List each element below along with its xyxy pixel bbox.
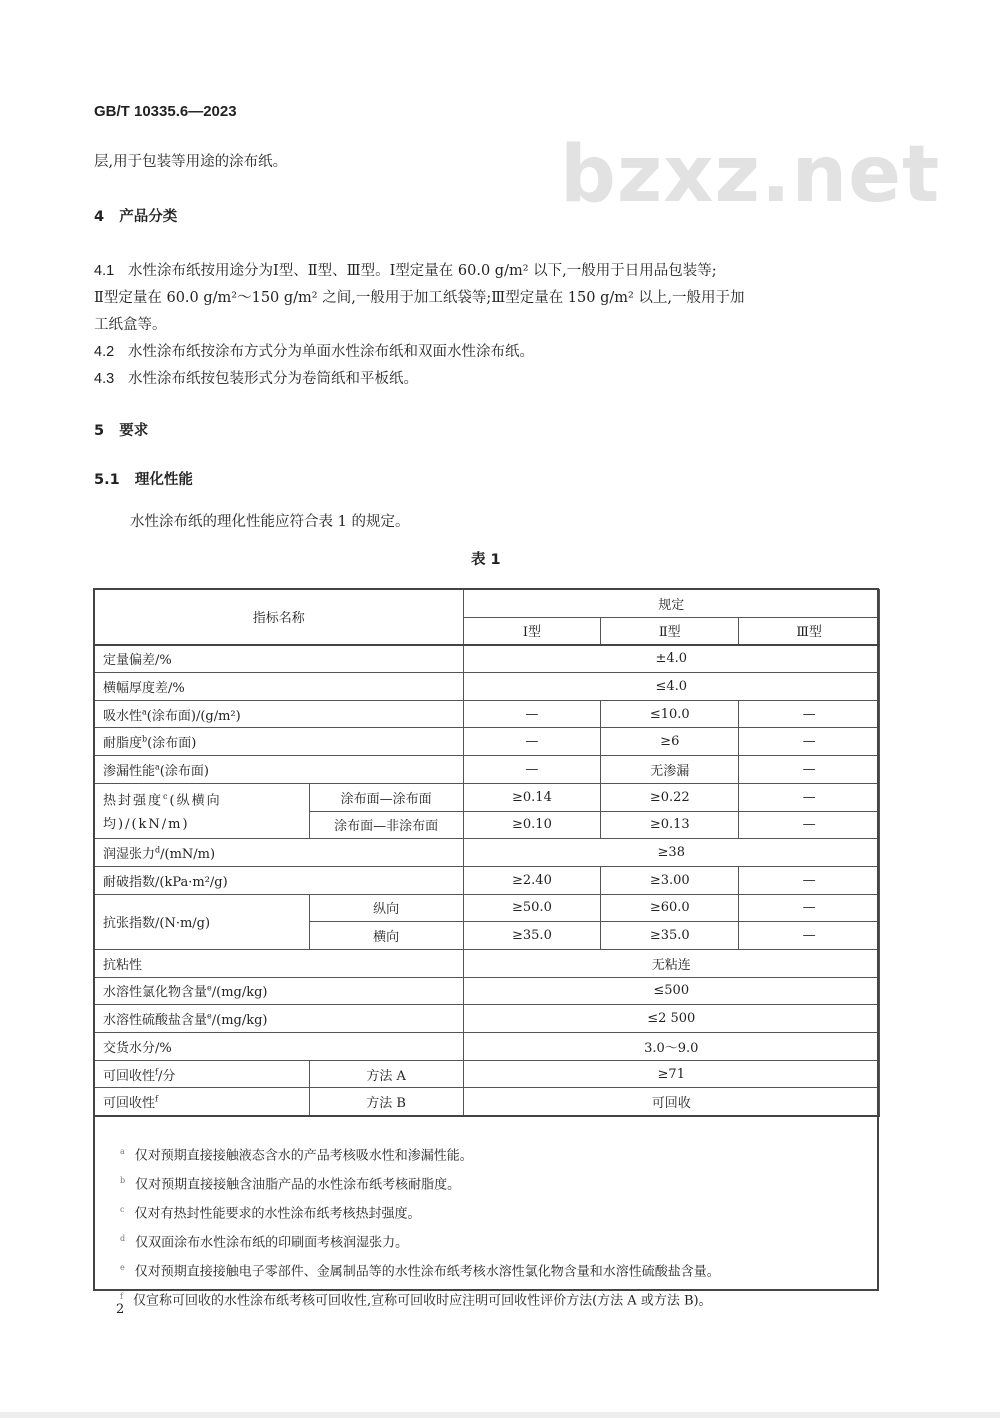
row-label: 耐脂度$^b$(涂布面) bbox=[95, 728, 464, 756]
row-sublabel: 横向 bbox=[309, 922, 463, 950]
table-row bbox=[95, 645, 880, 673]
row-value: ≥6 bbox=[601, 728, 739, 756]
table-row bbox=[95, 866, 880, 894]
section-5-heading: 5 要求 bbox=[94, 423, 149, 439]
footnote: $^e$ 仅对预期直接接触电子零部件、金属制品等的水性涂布纸考核水溶性氯化物含量和水溶性硫酸盐含量。 bbox=[120, 1262, 720, 1280]
header-type-2: Ⅱ型 bbox=[601, 617, 739, 645]
footnote: $^f$ 仅宣称可回收的水性涂布纸考核可回收性,宣称可回收时应注明可回收性评价方法(方法 A 或方法 B)。 bbox=[120, 1291, 712, 1308]
para-5-1: 水性涂布纸的理化性能应符合表 1 的规定。 bbox=[130, 514, 410, 530]
row-value: 3.0～9.0 bbox=[463, 1033, 879, 1061]
table-row bbox=[95, 1088, 880, 1116]
table-footnotes bbox=[120, 1140, 720, 1314]
table-row bbox=[95, 783, 880, 811]
row-label: 渗漏性能$^a$(涂布面) bbox=[95, 756, 464, 784]
para-4-1-line2: Ⅱ型定量在 60.0 g/m²～150 g/m² 之间,一般用于加工纸袋等;Ⅲ型定量在 150 g/m² 以上,一般用于加 bbox=[94, 290, 745, 306]
watermark: bzxz.net bbox=[560, 130, 941, 220]
row-label: 水溶性硫酸盐含量$^e$/(mg/kg) bbox=[95, 1005, 464, 1033]
row-value: ≥35.0 bbox=[463, 922, 601, 950]
footnote: $^d$ 仅双面涂布水性涂布纸的印刷面考核润湿张力。 bbox=[120, 1233, 409, 1251]
row-value: — bbox=[463, 756, 601, 784]
standard-number: GB/T 10335.6—2023 bbox=[94, 103, 237, 120]
table-row bbox=[95, 839, 880, 867]
row-value: ≥3.00 bbox=[601, 866, 739, 894]
row-value: ≥71 bbox=[463, 1060, 879, 1088]
page-bottom-edge bbox=[0, 1412, 1000, 1418]
footnote: $^c$ 仅对有热封性能要求的水性涂布纸考核热封强度。 bbox=[120, 1204, 421, 1222]
row-label: 定量偏差/% bbox=[95, 645, 464, 673]
row-value: — bbox=[739, 811, 880, 839]
row-sublabel: 涂布面—非涂布面 bbox=[309, 811, 463, 839]
row-value: ≥50.0 bbox=[463, 894, 601, 922]
row-value: — bbox=[739, 783, 880, 811]
row-value: ≥35.0 bbox=[601, 922, 739, 950]
header-type-3: Ⅲ型 bbox=[739, 617, 880, 645]
row-label: 可回收性$^f$ bbox=[95, 1088, 310, 1116]
row-label: 可回收性$^f$/分 bbox=[95, 1060, 310, 1088]
row-value: — bbox=[739, 894, 880, 922]
para-4-2: 4.2 水性涂布纸按涂布方式分为单面水性涂布纸和双面水性涂布纸。 bbox=[94, 344, 534, 360]
row-sublabel: 涂布面—涂布面 bbox=[309, 783, 463, 811]
header-spec: 规定 bbox=[463, 590, 879, 618]
row-value: ≥60.0 bbox=[601, 894, 739, 922]
row-label: 抗粘性 bbox=[95, 949, 464, 977]
row-value: ≥0.10 bbox=[463, 811, 601, 839]
row-value: ≥38 bbox=[463, 839, 879, 867]
row-value: ≤10.0 bbox=[601, 700, 739, 728]
table-row bbox=[95, 894, 880, 922]
row-value: ±4.0 bbox=[463, 645, 879, 673]
table-row bbox=[95, 1005, 880, 1033]
row-label: 交货水分/% bbox=[95, 1033, 464, 1061]
row-label: 热封强度$^c$(纵横向均)/(kN/m) bbox=[95, 783, 310, 838]
para-4-1: 4.1 水性涂布纸按用途分为Ⅰ型、Ⅱ型、Ⅲ型。Ⅰ型定量在 60.0 g/m² 以下,一般用于日用品包装等; bbox=[94, 263, 717, 279]
row-value: ≥0.14 bbox=[463, 783, 601, 811]
table-row bbox=[95, 673, 880, 701]
row-value: — bbox=[463, 700, 601, 728]
row-value: — bbox=[739, 866, 880, 894]
row-value: ≤2 500 bbox=[463, 1005, 879, 1033]
table-row bbox=[95, 756, 880, 784]
row-value: ≤500 bbox=[463, 977, 879, 1005]
header-type-1: Ⅰ型 bbox=[463, 617, 601, 645]
row-label: 水溶性氯化物含量$^e$/(mg/kg) bbox=[95, 977, 464, 1005]
table-title: 表 1 bbox=[471, 552, 501, 568]
row-value: 可回收 bbox=[463, 1088, 879, 1116]
row-value: — bbox=[739, 756, 880, 784]
footnote: $^a$ 仅对预期直接接触液态含水的产品考核吸水性和渗漏性能。 bbox=[120, 1147, 473, 1164]
table-row bbox=[95, 1060, 880, 1088]
page-number: 2 bbox=[116, 1302, 125, 1317]
row-label: 横幅厚度差/% bbox=[95, 673, 464, 701]
row-label: 润湿张力$^d$/(mN/m) bbox=[95, 839, 464, 867]
section-4-heading: 4 产品分类 bbox=[94, 209, 178, 225]
table-row bbox=[95, 977, 880, 1005]
row-value: ≥0.22 bbox=[601, 783, 739, 811]
row-value: — bbox=[463, 728, 601, 756]
row-value: ≤4.0 bbox=[463, 673, 879, 701]
table-row bbox=[95, 949, 880, 977]
row-value: 无粘连 bbox=[463, 949, 879, 977]
row-value: — bbox=[739, 728, 880, 756]
table-row bbox=[95, 700, 880, 728]
footnote: $^b$ 仅对预期直接接触含油脂产品的水性涂布纸考核耐脂度。 bbox=[120, 1175, 461, 1193]
header-indicator-name: 指标名称 bbox=[95, 590, 464, 645]
para-4-3: 4.3 水性涂布纸按包装形式分为卷筒纸和平板纸。 bbox=[94, 371, 418, 387]
continued-text: 层,用于包装等用途的涂布纸。 bbox=[94, 154, 288, 170]
requirements-table bbox=[94, 589, 880, 1117]
row-sublabel: 方法 B bbox=[309, 1088, 463, 1116]
row-value: 无渗漏 bbox=[601, 756, 739, 784]
row-value: — bbox=[739, 700, 880, 728]
row-label: 耐破指数/(kPa·m²/g) bbox=[95, 866, 464, 894]
row-value: ≥2.40 bbox=[463, 866, 601, 894]
row-value: — bbox=[739, 922, 880, 950]
row-label: 吸水性$^a$(涂布面)/(g/m²) bbox=[95, 700, 464, 728]
row-label: 抗张指数/(N·m/g) bbox=[95, 894, 310, 949]
row-value: ≥0.13 bbox=[601, 811, 739, 839]
table-row bbox=[95, 1033, 880, 1061]
row-sublabel: 纵向 bbox=[309, 894, 463, 922]
table-header-row bbox=[95, 590, 880, 618]
table-row bbox=[95, 728, 880, 756]
para-4-1-line3: 工纸盒等。 bbox=[94, 317, 167, 333]
section-5-1-heading: 5.1 理化性能 bbox=[94, 472, 193, 488]
row-sublabel: 方法 A bbox=[309, 1060, 463, 1088]
